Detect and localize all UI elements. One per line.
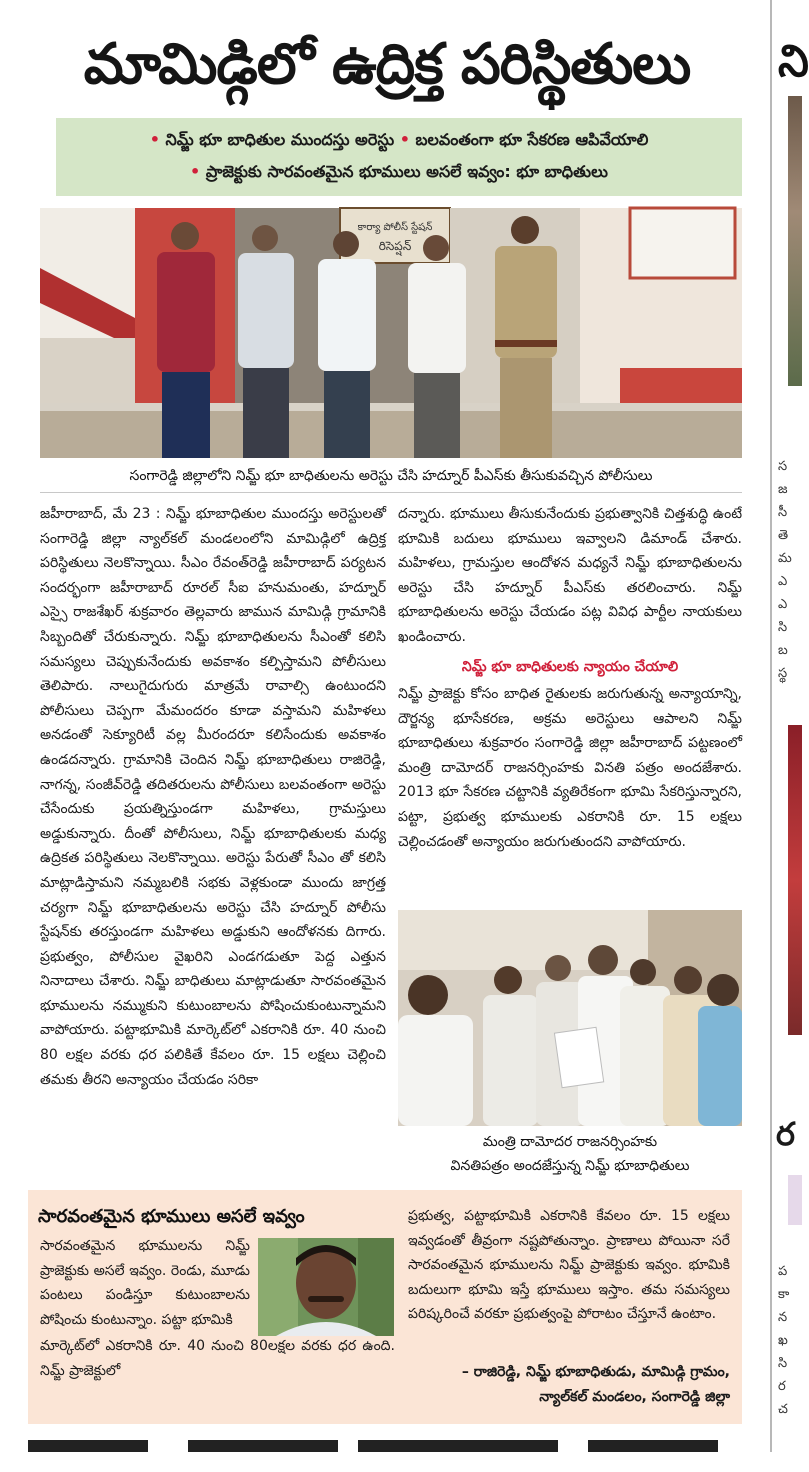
svg-text:రిసెప్షన్: రిసెప్షన్ bbox=[378, 239, 412, 253]
petition-caption-line-1: మంత్రి దామోదర రాజనర్సింహకు bbox=[482, 1134, 658, 1150]
petition-photo bbox=[398, 910, 742, 1126]
subhead-line-2 bbox=[66, 156, 732, 188]
article-column-1: జహీరాబాద్, మే 23 : నిమ్జ్ భూబాధితుల ముందస్తు అరెస్టులతో సంగారెడ్డి జిల్లా న్యాల్‌కల్ మండలంలోని మామిడ్గిలో ఉద్రిక్త పరిస్థితులు నెలకొన్నాయి. సీఎం రేవంత్‌రెడ్డి జహీరాబాద్ పర్యటన సందర్భంగా జహీరాబాద్ రూరల్ సీఐ హనుమంతు, హద్నూర్ ఎస్సై రాజశేఖర్ శుక్రవారం తెల్లవారు జామున మామిడ్గి గ్రామానికి సిబ్బందితో చేరుకున్నారు. నిమ్జ్ భూబాధితులను సీఎంతో కలిసి సమస్యలు చెప్పుకునేందుకు అవకాశం కల్పిస్తామని పోలీసులు తెలిపారు. నాలుగైదుగురు మాత్రమే రావాల్సి ఉంటుందని పోలీసులు చెప్పగా మేమందరం కూడా వస్తామని మహిళలు అనడంతో సెక్యూరిటీ వల్ల మీరందరూ కలిసేందుకు అవకాశం ఉండదన్నారు. గ్రామానికి చెందిన నిమ్జ్ భూబాధితులు రాజిరెడ్డి, నాగన్న, సంజీవ్‌రెడ్డి తదితరులను పోలీసులు బలవంతంగా అరెస్టు చేసేందుకు ప్రయత్నిస్తుండగా మహిళలు, గ్రామస్తులు అడ్డుకున్నారు. దీంతో పోలీసులు, నిమ్జ్ భూబాధితులకు మధ్య ఉద్రికత పరిస్థితులు నెలకొన్నాయి. అరెస్టు పేరుతో సీఎం తో కలిసి మాట్లాడిస్తామని నమ్మబలికి సభకు వెళ్లకుండా ముందు జాగ్రత్త చర్యగా నిమ్జ్ భూబాధితులను అరెస్టు చేసి హద్నూర్ పోలీసు స్టేషన్‌కు తరస్తుండగా మహిళలు అడ్డుకుని ఆందోళనకు దిగారు. ప్రభుత్వం, పోలీసుల వైఖరిని ఎండగడుతూ పెద్ద ఎత్తున నినాదాలు చేశారు. నిమ్జ్ బాధితులు మాట్లాడుతూ సారవంతమైన భూములను నమ్ముకుని కుటుంబాలను పోషించుకుంటున్నామని వాపోయారు. పట్టాభూమికి మార్కెట్‌లో ఎకరానికి రూ. 40 నుంచి 80 లక్షల వరకు ధర పలికితే కేవలం రూ. 15 లక్షలు చెల్లించి తమకు తీరని అన్యాయం చేయడం సరికా bbox=[40, 506, 386, 1088]
quote-box-text-left-cont: మార్కెట్‌లో ఎకరానికి రూ. 40 నుంచి 80లక్షల వరకు ధర ఉంది. నిమ్జ్ ప్రాజెక్టులో bbox=[40, 1338, 395, 1379]
adjacent-box bbox=[788, 1175, 802, 1225]
subhead-item: నిమ్జ్ భూ బాధితుల ముందస్తు అరెస్టు bbox=[165, 130, 395, 149]
quote-box-text-left: సారవంతమైన భూములను నిమ్జ్ ప్రాజెక్టుకు అసలే ఇవ్వం. రెండు, మూడు పంటలు పండిస్తూ కుటుంబాలను పోషించు కుంటున్నాం. పట్టా భూమికి bbox=[40, 1238, 250, 1328]
adjacent-headline: ని bbox=[778, 36, 809, 87]
photo-caption: సంగారెడ్డి జిల్లాలోని నిమ్జ్ భూ బాధితులను అరెస్టు చేసి హద్నూర్ పీఎస్‌కు తీసుకువచ్చిన పోలీసులు bbox=[129, 468, 653, 484]
portrait-photo bbox=[258, 1238, 394, 1336]
quote-box bbox=[28, 1190, 742, 1424]
portrait-illustration bbox=[258, 1238, 394, 1336]
adjacent-photo-2 bbox=[788, 725, 802, 1035]
column-divider bbox=[770, 0, 772, 1452]
petition-caption-line-2: వినతిపత్రం అందజేస్తున్న నిమ్జ్ భూబాధితులు bbox=[450, 1158, 690, 1174]
article-column-2: దన్నారు. భూములు తీసుకునేందుకు ప్రభుత్వానికి చిత్తశుద్ధి ఉంటే భూమికి బదులు భూములు ఇవ్వాలని డిమాండ్ చేశారు. మహిళలు, గ్రామస్తుల ఆందోళన మధ్యనే నిమ్జ్ భూబాధితులను అరెస్టు చేసి హద్నూర్ పీఎస్‌కు తరలించారు. నిమ్జ్ భూబాధితులను అరెస్టు చేయడం పట్ల వివిధ పార్టీల నాయకులు ఖండించారు. bbox=[398, 506, 742, 645]
caption-divider bbox=[40, 492, 742, 493]
article-subtitle: నిమ్జ్ భూ బాధితులకు న్యాయం చేయాలి bbox=[461, 659, 679, 675]
next-article-headline-cut bbox=[28, 1432, 742, 1472]
subhead-item: ప్రాజెక్టుకు సారవంతమైన భూములు అసలే ఇవ్వం: భూ బాధితులు bbox=[205, 162, 608, 181]
adjacent-photo-1 bbox=[788, 96, 802, 386]
attribution-line-2: న్యాల్‌కల్ మండలం, సంగారెడ్డి జిల్లా bbox=[539, 1389, 730, 1405]
subhead-item: బలవంతంగా భూ సేకరణ ఆపివేయాలి bbox=[415, 130, 649, 149]
article-column-2b: నిమ్జ్ ప్రాజెక్టు కోసం బాధిత రైతులకు జరుగుతున్న అన్యాయాన్ని, దౌర్జన్య భూసేకరణ, అక్రమ అరెస్టులు ఆపాలని నిమ్జ్ భూబాధితులు శుక్రవారం సంగారెడ్డి జిల్లా జహీరాబాద్ పట్టణంలో మంత్రి దామోదర్ రాజనర్సింహకు వినతి పత్రం అందజేశారు. 2013 భూ సేకరణ చట్టానికి వ్యతిరేకంగా భూమి సేకరిస్తున్నారని, పట్టా, ప్రభుత్వ భూములకు ఎకరానికి రూ. 15 లక్షలు చెల్లించడంతో అన్యాయం జరుగుతుందని వాపోయారు. bbox=[398, 686, 742, 850]
attribution-line-1: – రాజిరెడ్డి, నిమ్జ్ భూబాధితుడు, మామిడ్గి గ్రామం, bbox=[461, 1364, 730, 1380]
adjacent-text-2: ప కా న ఖ సి ర చ bbox=[778, 1264, 790, 1417]
subheadline-box bbox=[56, 118, 742, 196]
quote-box-text-right: ప్రభుత్వ, పట్టాభూమికి ఎకరానికి కేవలం రూ. 15 లక్షలు ఇవ్వడంతో తీవ్రంగా నష్టపోతున్నాం. ప్రాణాలు పోయినా సరే సారవంతమైన భూములను నిమ్జ్ ప్రాజెక్టుకు ఇవ్వం. భూమికి బదులుగా భూమి ఇస్తే భూములు ఇస్తాం. తమ సమస్యలు పరిష్కరించే వరకూ ప్రభుత్వంపై పోరాటం చేస్తూనే ఉంటాం. bbox=[408, 1208, 730, 1323]
arrest-photo bbox=[40, 208, 742, 458]
subhead-line-1 bbox=[66, 124, 732, 156]
quote-attribution bbox=[408, 1360, 730, 1412]
petition-caption bbox=[398, 1130, 742, 1182]
station-sign-text: కార్యా పోలీస్ స్టేషన్ bbox=[357, 222, 433, 233]
bullet-icon: • bbox=[149, 130, 160, 149]
quote-box-title: సారవంతమైన భూములు అసలే ఇవ్వం bbox=[38, 1206, 305, 1227]
petition-photo-illustration bbox=[398, 910, 742, 1126]
bullet-icon: • bbox=[399, 130, 410, 149]
arrest-photo-illustration bbox=[40, 208, 742, 458]
headline: మామిడ్గిలో ఉద్రిక్త పరిస్థితులు bbox=[83, 32, 691, 97]
bullet-icon: • bbox=[190, 162, 201, 181]
adjacent-subhead: ర bbox=[776, 1115, 795, 1153]
adjacent-article-cutoff bbox=[774, 0, 809, 1452]
adjacent-text-1: స జ సీ తె మ ఎ ఎ సి బ స్థ bbox=[778, 459, 792, 681]
